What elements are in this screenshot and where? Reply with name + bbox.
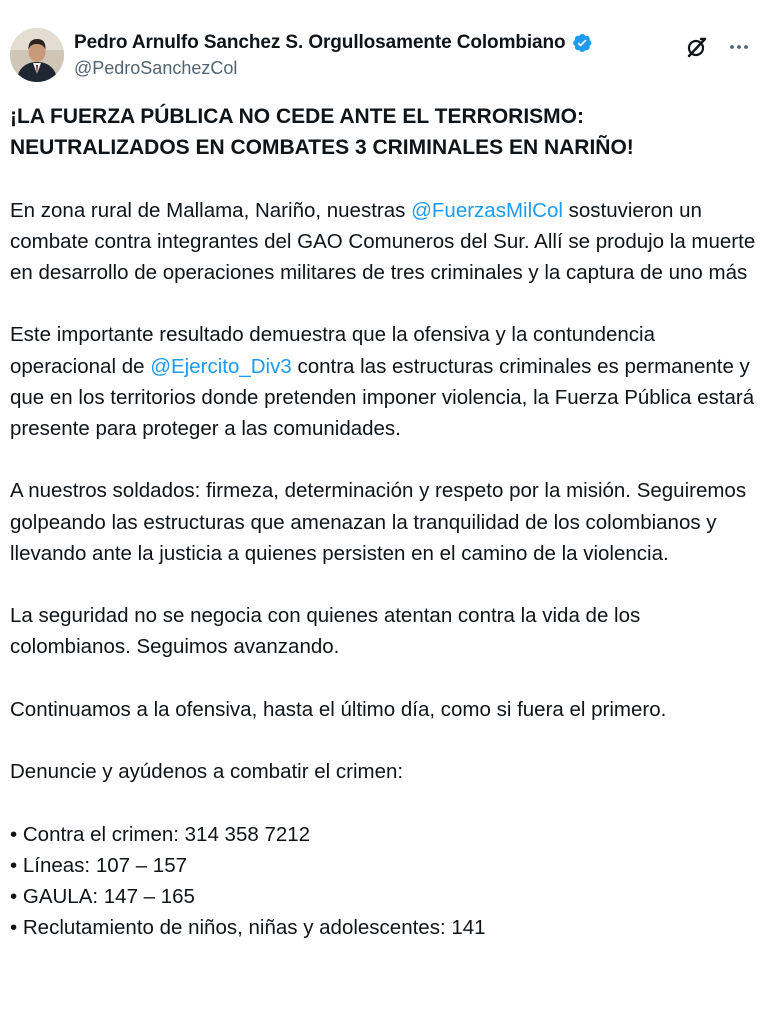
bullet-lines: • Líneas: 107 – 157 — [10, 853, 188, 877]
paragraph-1 — [10, 195, 756, 289]
paragraph-2 — [10, 319, 756, 444]
paragraph-5: Continuamos a la ofensiva, hasta el último día, como si fuera el primero. — [10, 697, 667, 721]
tweet-text — [10, 101, 756, 943]
more-options-icon[interactable] — [724, 32, 754, 62]
author-handle[interactable]: @PedroSanchezCol — [74, 58, 238, 78]
mention-ejercito-div3[interactable]: @Ejercito_Div3 — [150, 354, 292, 378]
tweet-actions — [682, 32, 754, 62]
verified-check-icon[interactable] — [571, 32, 593, 54]
grok-slash-icon[interactable] — [682, 32, 712, 62]
headline-line-2: NEUTRALIZADOS EN COMBATES 3 CRIMINALES EN NARIÑO! — [10, 136, 634, 160]
paragraph-4: La seguridad no se negocia con quienes atentan contra la vida de los colombianos. Seguimos avanzando. — [10, 604, 641, 659]
mention-fuerzasmilcol[interactable]: @FuerzasMilCol — [411, 198, 563, 222]
paragraph-1-after: sostuvieron un combate contra integrantes del GAO Comuneros del Sur. Allí se produjo la muerte en desarrollo de operaciones militares de tres criminales y la captura de uno más — [10, 198, 756, 284]
headline-line-1: ¡LA FUERZA PÚBLICA NO CEDE ANTE EL TERRORISMO: — [10, 105, 584, 128]
paragraph-6: Denuncie y ayúdenos a combatir el crimen: — [10, 760, 404, 784]
bullet-recruitment: • Reclutamiento de niños, niñas y adolescentes: 141 — [10, 916, 486, 940]
tweet-header — [10, 28, 754, 86]
author-identity — [74, 30, 674, 82]
tweet-headline — [10, 101, 756, 163]
author-name[interactable]: Pedro Arnulfo Sanchez S. Orgullosamente Colombiano — [74, 32, 566, 53]
avatar[interactable] — [10, 28, 64, 82]
bullet-crime-line: • Contra el crimen: 314 358 7212 — [10, 822, 311, 846]
bullet-gaula: • GAULA: 147 – 165 — [10, 884, 195, 908]
paragraph-2-before: Este importante resultado demuestra que la ofensiva y la contundencia operacional de — [10, 323, 655, 378]
author-name-row — [74, 30, 674, 56]
paragraph-1-before: En zona rural de Mallama, Nariño, nuestras — [10, 198, 412, 222]
paragraph-2-after: contra las estructuras criminales es permanente y que en los territorios donde pretenden imponer violencia, la Fuerza Pública estará presente para proteger a las comunidades. — [10, 354, 755, 440]
paragraph-3: A nuestros soldados: firmeza, determinación y respeto por la misión. Seguiremos golpeando las estructuras que amenazan la tranquilidad de los colombianos y llevando ante la justicia a quienes persisten en el camino de la violencia. — [10, 479, 747, 565]
